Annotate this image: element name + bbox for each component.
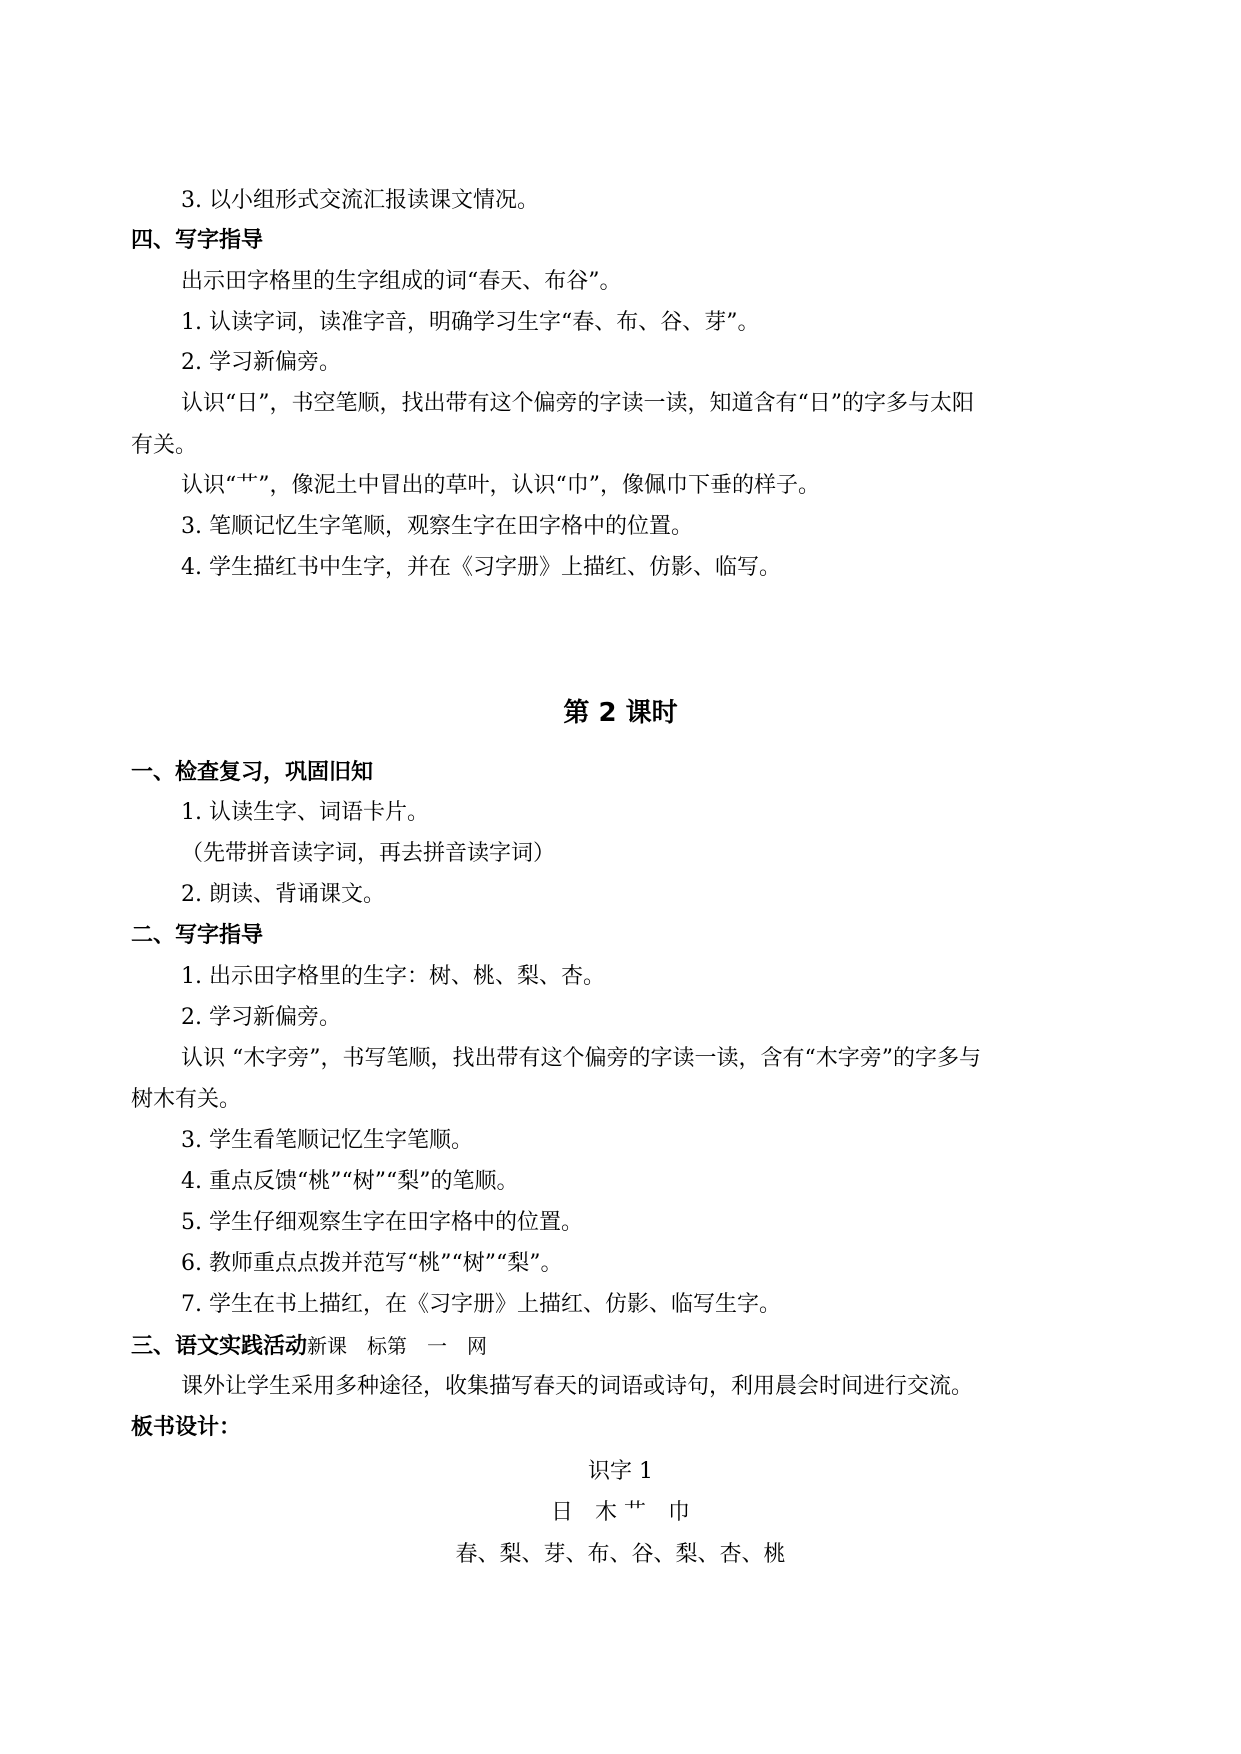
writing-item-3: 3. 笔顺记忆生字笔顺，观察生字在田字格中的位置。: [181, 514, 693, 539]
part2-item-6: 6. 教师重点点拨并范写“桃”“树”“梨”。: [181, 1251, 563, 1276]
radical-mu-line-2: 树木有关。: [131, 1087, 242, 1112]
board-characters: 春、梨、芽、布、谷、梨、杏、桃: [455, 1542, 786, 1567]
part2-item-4: 4. 重点反馈“桃”“树”“梨”的笔顺。: [181, 1169, 519, 1194]
writing-item-1: 1. 认读字词，读准字音，明确学习生字“春、布、谷、芽”。: [181, 310, 760, 335]
part2-item-1: 1. 出示田字格里的生字：树、桃、梨、杏。: [181, 964, 605, 989]
radical-mu-line-1: 认识 “木字旁”，书写笔顺，找出带有这个偏旁的字读一读，含有“木字旁”的字多与: [181, 1046, 981, 1071]
part1-item-1: 1. 认读生字、词语卡片。: [181, 800, 429, 825]
part2-item-3: 3. 学生看笔顺记忆生字笔顺。: [181, 1128, 473, 1153]
board-title: 识字 1: [588, 1459, 653, 1484]
writing-intro: 出示田字格里的生字组成的词“春天、布谷”。: [181, 269, 622, 294]
part2-item-5: 5. 学生仔细观察生字在田字格中的位置。: [181, 1210, 583, 1235]
watermark-text: 新课 标第 一 网: [307, 1334, 488, 1358]
board-design-label: 板书设计：: [131, 1415, 242, 1440]
radical-cao-jin: 认识“艹”，像泥土中冒出的草叶，认识“巾”，像佩巾下垂的样子。: [181, 473, 820, 498]
radical-ri-line-2: 有关。: [131, 433, 198, 458]
prev-item: 3. 以小组形式交流汇报读课文情况。: [181, 188, 539, 213]
lesson-title: 第 2 课时: [563, 698, 678, 728]
part1-item-2: 2. 朗读、背诵课文。: [181, 882, 385, 907]
part2-heading: 二、写字指导: [131, 923, 264, 948]
writing-item-4: 4. 学生描红书中生字，并在《习字册》上描红、仿影、临写。: [181, 555, 781, 580]
part2-item-7: 7. 学生在书上描红，在《习字册》上描红、仿影、临写生字。: [181, 1292, 781, 1317]
writing-item-2: 2. 学习新偏旁。: [181, 350, 341, 375]
part1-heading: 一、检查复习，巩固旧知: [131, 760, 374, 785]
radical-ri-line-1: 认识“日”，书空笔顺，找出带有这个偏旁的字读一读，知道含有“日”的字多与太阳: [181, 391, 974, 416]
part1-note: （先带拼音读字词，再去拼音读字词）: [181, 841, 556, 866]
part3-heading-line: [131, 1331, 487, 1362]
part2-item-2: 2. 学习新偏旁。: [181, 1005, 341, 1030]
part3-content: 课外让学生采用多种途径，收集描写春天的词语或诗句，利用晨会时间进行交流。: [181, 1374, 974, 1399]
section-heading-writing-guide: 四、写字指导: [131, 228, 264, 253]
part3-heading: 三、语文实践活动: [131, 1334, 308, 1359]
board-radicals: 日 木 艹 巾: [551, 1500, 690, 1525]
